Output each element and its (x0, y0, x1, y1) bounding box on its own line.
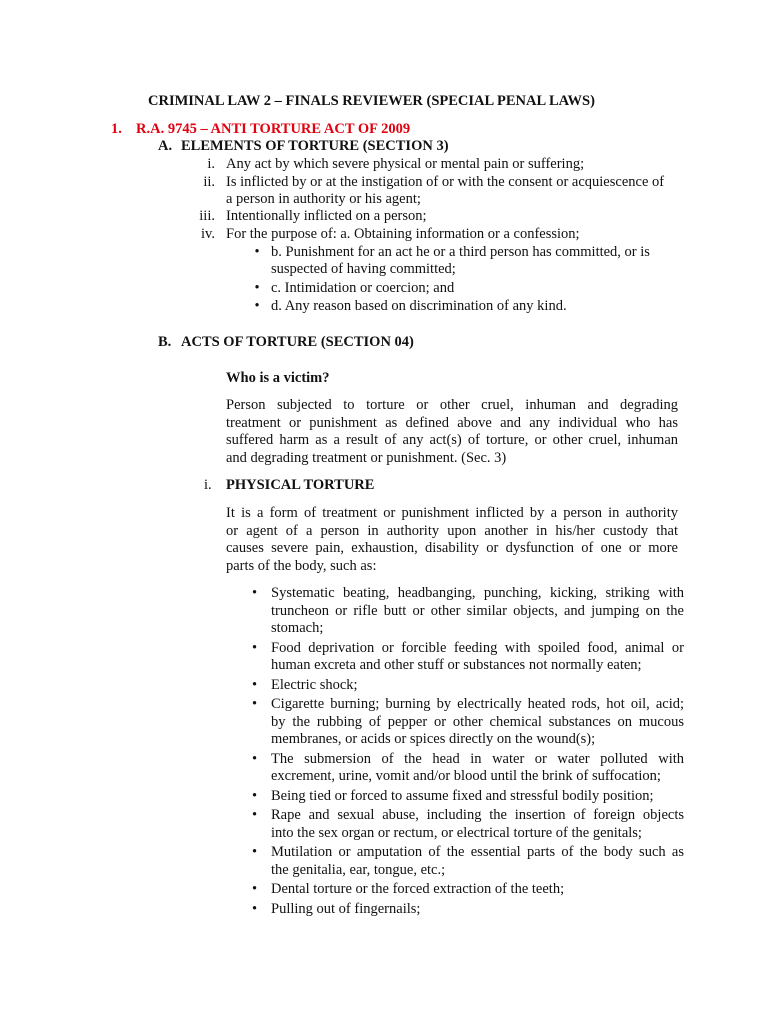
bullet-icon: • (252, 900, 258, 917)
item-line: into the sex organ or rectum, or electrical torture of the genitals; (271, 824, 642, 841)
element-text: Is inflicted by or at the instigation of or with the consent or acquiescence of (226, 174, 665, 190)
physical-torture-heading: PHYSICAL TORTURE (226, 477, 375, 493)
list-item (244, 640, 684, 675)
victim-paragraph (226, 397, 678, 467)
list-item (244, 788, 684, 806)
purpose-text: c. Intimidation or coercion; and (271, 280, 455, 296)
subsection-b-letter: B. (158, 334, 172, 350)
paragraph-line: suffered harm as a result of any act(s) of torture, or other cruel, inhuman (226, 432, 678, 448)
physical-torture-list (244, 585, 684, 918)
bullet-icon: • (252, 585, 258, 601)
bullet-icon: • (252, 844, 258, 860)
item-line: by the rubbing of pepper or other chemical substances on mucous (271, 713, 684, 730)
item-line: Systematic beating, headbanging, punching, kicking, striking with (271, 585, 684, 601)
bullet-icon: • (252, 807, 258, 823)
item-line: stomach; (271, 620, 324, 636)
physical-torture-number: i. (204, 477, 212, 493)
paragraph-line: Person subjected to torture or other cruel, inhuman and degrading (226, 397, 678, 413)
item-line: truncheon or rifle butt or other similar objects, and jumping on the (271, 602, 684, 619)
paragraph-line: and degrading treatment or punishment. (Sec. 3) (226, 449, 507, 466)
list-item (244, 901, 684, 919)
paragraph-line: causes severe pain, exhaustion, disability or dysfunction of one or more (226, 540, 678, 556)
item-line: Food deprivation or forcible feeding with spoiled food, animal or (271, 639, 684, 656)
list-item (244, 751, 684, 786)
item-line: Being tied or forced to assume fixed and stressful bodily position; (271, 787, 654, 804)
element-number: i. (207, 156, 215, 172)
list-item (244, 585, 684, 638)
item-line: Pulling out of fingernails; (271, 900, 421, 917)
subsection-b-heading: ACTS OF TORTURE (SECTION 04) (181, 334, 414, 350)
element-number: iv. (201, 226, 215, 242)
item-line: Mutilation or amputation of the essential parts of the body such as (271, 844, 684, 860)
document-title: CRIMINAL LAW 2 – FINALS REVIEWER (SPECIAL PENAL LAWS) (148, 93, 595, 109)
physical-torture-paragraph (226, 505, 678, 575)
list-item (244, 881, 684, 899)
item-line: Electric shock; (271, 676, 358, 693)
element-number: ii. (203, 174, 215, 190)
bullet-icon: • (254, 244, 260, 260)
list-item (244, 844, 684, 879)
item-line: Cigarette burning; burning by electrically heated rods, hot oil, acid; (271, 696, 684, 712)
purpose-text: suspected of having committed; (271, 261, 456, 277)
item-line: excrement, urine, vomit and/or blood until the brink of suffocation; (271, 768, 661, 784)
item-line: Dental torture or the forced extraction of the teeth; (271, 881, 565, 897)
item-line: the genitalia, ear, tongue, etc.; (271, 861, 446, 878)
paragraph-line: parts of the body, such as: (226, 557, 377, 574)
element-text: For the purpose of: a. Obtaining information or a confession; (226, 226, 580, 242)
subsection-a-heading: ELEMENTS OF TORTURE (SECTION 3) (181, 138, 449, 154)
bullet-icon: • (252, 750, 258, 767)
section-1-number: 1. (111, 121, 122, 137)
paragraph-line: treatment or punishment as defined above and any individual who has (226, 414, 678, 431)
item-line: human excreta and other stuff or substances not normally eaten; (271, 657, 642, 673)
purpose-text: d. Any reason based on discrimination of any kind. (271, 298, 567, 314)
bullet-icon: • (254, 280, 260, 296)
purpose-text: b. Punishment for an act he or a third person has committed, or is (271, 244, 650, 260)
list-item (244, 677, 684, 695)
bullet-icon: • (252, 787, 258, 804)
list-item (244, 696, 684, 749)
item-line: Rape and sexual abuse, including the insertion of foreign objects (271, 807, 684, 823)
bullet-icon: • (252, 881, 258, 897)
paragraph-line: or agent of a person in authority upon another in his/her custody that (226, 522, 678, 539)
paragraph-line: It is a form of treatment or punishment inflicted by a person in authority (226, 505, 678, 521)
bullet-icon: • (254, 298, 260, 314)
bullet-icon: • (252, 696, 258, 712)
victim-heading: Who is a victim? (226, 370, 330, 386)
subsection-a-letter: A. (158, 138, 173, 154)
section-1-heading: R.A. 9745 – ANTI TORTURE ACT OF 2009 (136, 121, 411, 137)
bullet-icon: • (252, 639, 258, 656)
bullet-icon: • (252, 676, 258, 693)
element-number: iii. (199, 208, 215, 224)
list-item (244, 807, 684, 842)
element-text: Intentionally inflicted on a person; (226, 208, 427, 224)
item-line: The submersion of the head in water or water polluted with (271, 750, 684, 767)
item-line: membranes, or acids or spices directly on the wound(s); (271, 731, 596, 747)
element-text: Any act by which severe physical or mental pain or suffering; (226, 156, 585, 172)
element-text: a person in authority or his agent; (226, 191, 421, 207)
